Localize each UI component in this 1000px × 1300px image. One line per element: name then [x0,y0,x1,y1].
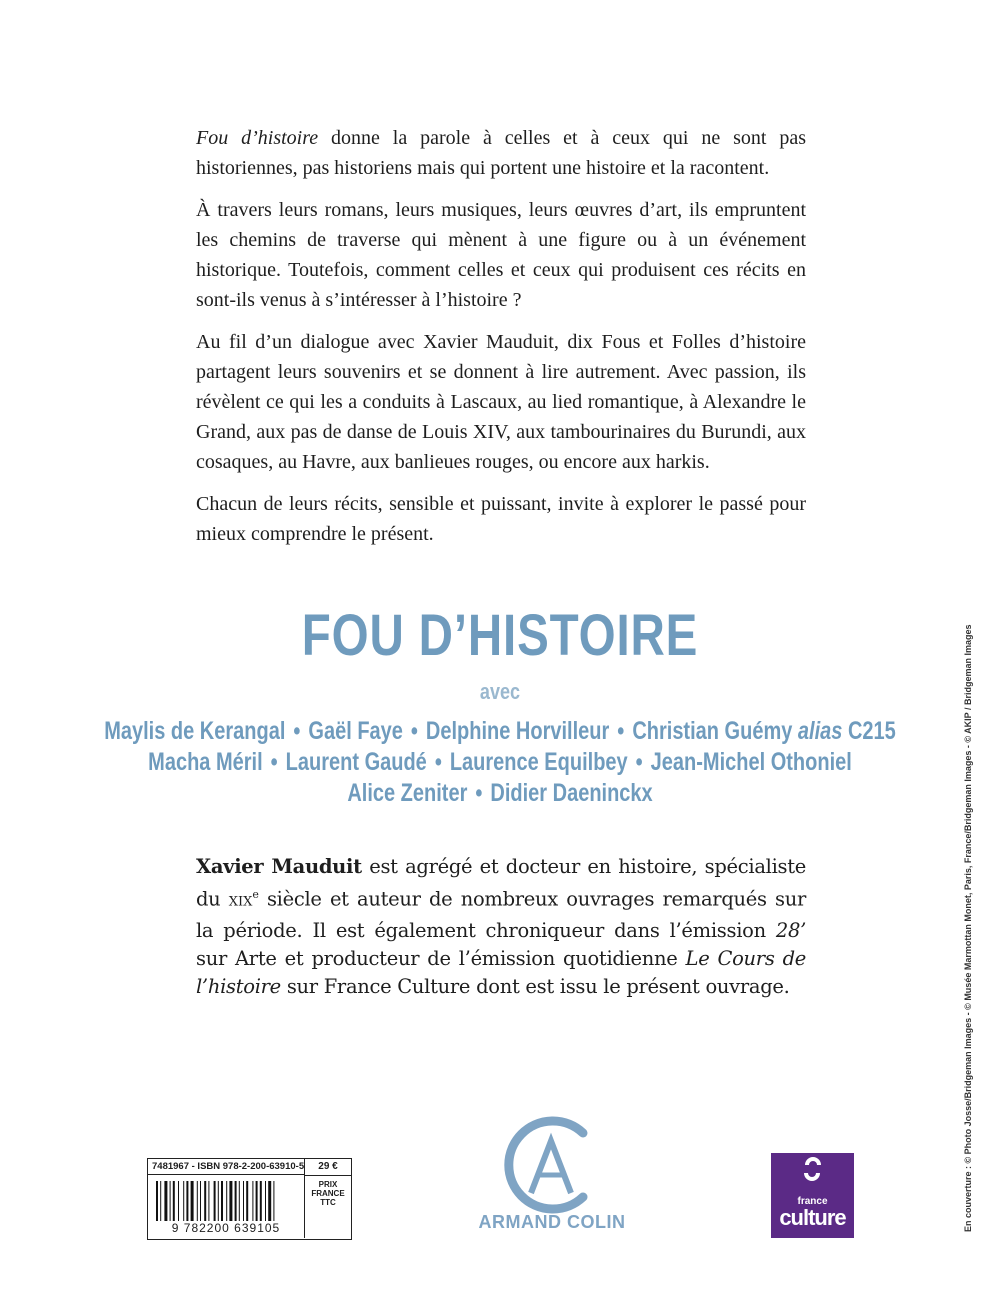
barcode-bar [273,1181,274,1221]
barcode-bar [235,1181,237,1221]
barcode-bar [226,1181,227,1221]
barcode-bar [246,1181,248,1221]
separator-dot: • [410,717,418,745]
barcode-bar [183,1181,184,1221]
publisher-name: ARMAND COLIN [478,1212,626,1232]
radio-name-line-1: france [797,1196,828,1207]
separator-dot: • [293,717,301,745]
barcode-bar [156,1181,158,1221]
author-name: Christian Guémy [632,717,793,745]
author-line-1 [100,716,900,747]
armand-colin-logo-icon [497,1115,607,1215]
author-alias-name: C215 [847,717,896,745]
barcode-box [147,1158,352,1240]
cover-credit: En couverture : © Photo Josse/Bridgeman Images - © Musée Marmottan Monet, Paris, France/Bridgeman Images - © AKIP / Bridgeman Images [963,624,973,1232]
barcode-bar [197,1181,198,1221]
barcode-bar [208,1181,209,1221]
book-title: FOU D’HISTOIRE [301,603,699,668]
radio-waves-icon [771,1153,854,1193]
blurb-title-italic: Fou d’histoire [196,127,319,149]
blurb-paragraph-1-text: donne la parole à celles et à ceux qui ne sont pas historiennes, pas historiens mais qui portent une histoire et la racontent. [196,127,806,179]
barcode-bar [221,1181,223,1221]
author-name: Delphine Horvilleur [425,717,610,745]
separator-dot: • [617,717,625,745]
price-label: TTC [320,1198,336,1207]
radio-name-line-2: culture [779,1205,846,1230]
separator-dot: • [475,779,483,807]
author-list [100,716,900,809]
barcode-bar [191,1181,194,1221]
barcode-bar [243,1181,244,1221]
price-label: PRIX [318,1180,338,1189]
barcode-bar [239,1181,240,1221]
barcode-bar [204,1181,206,1221]
author-name: Laurent Gaudé [285,748,427,776]
separator-dot: • [270,748,278,776]
bio-text: est agrégé et docteur en histoire, spécialiste du [196,855,807,911]
author-name: Maylis de Kerangal [104,717,286,745]
author-name: Gaël Faye [308,717,403,745]
isbn-reference: 7481967 - ISBN 978-2-200-63910-5 [148,1159,304,1175]
author-alias-word: alias [797,717,843,745]
author-line-3 [100,778,900,809]
barcode-bar [164,1181,167,1221]
with-label: avec [479,679,521,704]
barcode-bar [265,1181,266,1221]
bio-author-name: Xavier Mauduit [196,855,362,878]
author-name: Didier Daeninckx [490,779,653,807]
barcode-bar [170,1181,171,1221]
author-name: Jean-Michel Othoniel [650,748,852,776]
france-culture-logo [771,1153,854,1238]
barcode-bars [156,1181,296,1221]
bio-text: siècle et auteur de nombreux ouvrages remarqués sur la période. Il est également chroniqueur dans l’émission [196,887,807,942]
barcode-bar [214,1181,216,1221]
blurb-paragraph-3: Au fil d’un dialogue avec Xavier Mauduit, dix Fous et Folles d’histoire partagent leurs souvenirs et se donnent à lire autrement. Avec passion, ils révèlent ce qui les a conduits à Lascaux, au lied romantique, à Alexandre le Grand, aux pas de danse de Louis XIV, aux tambourinaires du Burundi, aux cosaques, au Havre, aux banlieues rouges, ou encore aux harkis. [196,331,806,473]
price-box [304,1159,351,1238]
blurb-paragraph-2: À travers leurs romans, leurs musiques, leurs œuvres d’art, ils empruntent les chemins de traverse qui mènent à une figure ou à un événement historique. Toutefois, comment celles et ceux qui produisent ces récits en sont-ils venus à s’intéresser à l’histoire ? [196,199,806,311]
price-label: FRANCE [311,1189,345,1198]
barcode-bar [160,1181,161,1221]
barcode-bar [200,1181,201,1221]
bio-show-title: 28’ [775,918,806,942]
barcode-bar [229,1181,232,1221]
bio-show-title: Le Cours de l’histoire [196,946,806,998]
author-line-2 [100,747,900,778]
bio-century: XIX [228,894,253,910]
blurb-paragraph-1 [196,123,806,183]
bio-text: sur France Culture dont est issu le présent ouvrage. [280,974,790,998]
barcode-digits: 9 782200 639105 [171,1221,281,1235]
barcode-bar [260,1181,262,1221]
barcode-bar [178,1181,179,1221]
bio-century-sup: e [252,888,259,901]
barcode-bar [218,1181,219,1221]
barcode-bar [186,1181,188,1221]
price-amount: 29 € [305,1159,351,1176]
barcode-bar [256,1181,258,1221]
barcode-bar [268,1181,271,1221]
blurb [196,123,806,561]
blurb-paragraph-4: Chacun de leurs récits, sensible et puissant, invite à explorer le passé pour mieux comprendre le présent. [196,493,806,545]
separator-dot: • [434,748,442,776]
barcode-bar [173,1181,175,1221]
author-name: Alice Zeniter [347,779,468,807]
author-name: Laurence Equilbey [449,748,628,776]
barcode-bar [252,1181,253,1221]
separator-dot: • [635,748,643,776]
author-name: Macha Méril [148,748,263,776]
bio-text: sur Arte et producteur de l’émission quotidienne [196,946,686,970]
author-bio [196,853,806,1001]
